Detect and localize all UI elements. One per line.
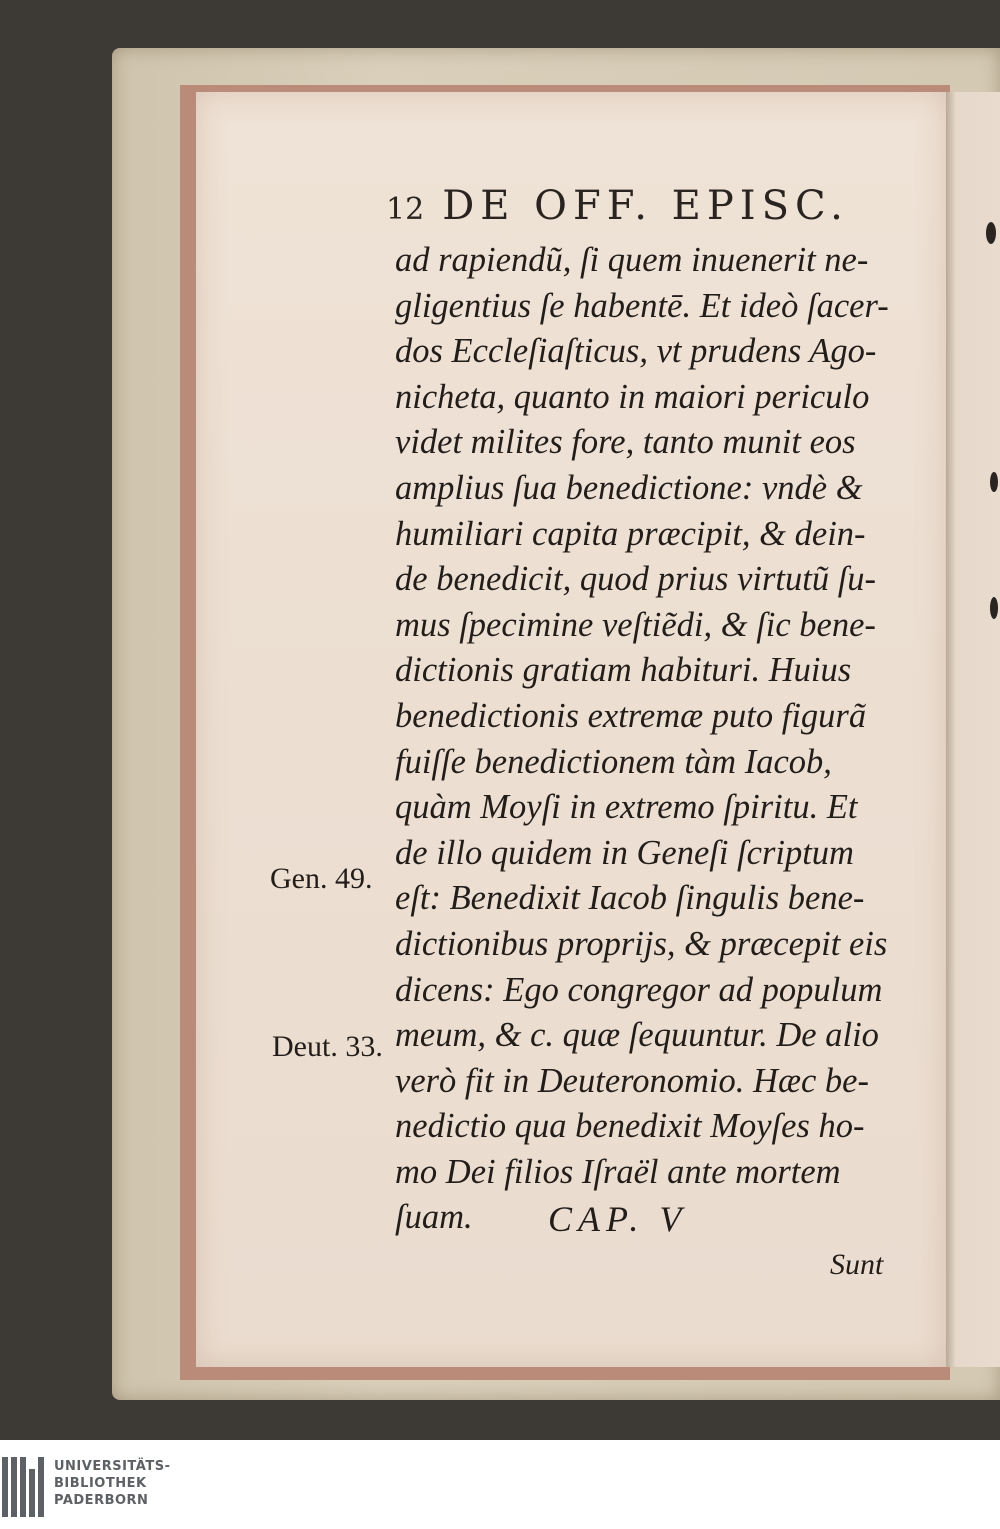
running-title: DE OFF. EPISC. — [442, 183, 849, 229]
body-text — [395, 238, 915, 1241]
facing-page-edge — [946, 92, 1000, 1367]
text-line: mo Dei filios Iſraël ante mortem — [395, 1152, 841, 1191]
text-line: gligentius ſe habentē. Et ideò ſacer- — [395, 286, 889, 325]
text-line: dicens: Ego congregor ad populum — [395, 970, 883, 1009]
text-line: dos Eccleſiaſticus, vt prudens Ago- — [395, 332, 877, 371]
text-line: meum, & c. quæ ſequuntur. De alio — [395, 1016, 879, 1055]
text-line: de illo quidem in Geneſi ſcriptum — [395, 833, 854, 872]
text-line: humiliari capita præcipit, & dein- — [395, 514, 866, 553]
page-number: 12 — [386, 192, 425, 227]
margin-note-genesis: Gen. 49. — [270, 862, 373, 895]
text-line: nicheta, quanto in maiori periculo — [395, 377, 870, 416]
text-line: quàm Moyſi in extremo ſpiritu. Et — [395, 788, 858, 827]
logo-line: UNIVERSITÄTS- — [54, 1459, 171, 1474]
text-line: eſt: Benedixit Iacob ſingulis bene- — [395, 879, 865, 918]
text-line: videt milites fore, tanto munit eos — [395, 423, 856, 462]
text-line: dictionibus proprijs, & præcepit eis — [395, 924, 888, 963]
chapter-heading: CAP. V — [548, 1199, 688, 1239]
library-logo-text — [54, 1458, 170, 1509]
margin-note-deuteronomy: Deut. 33. — [272, 1030, 383, 1063]
text-line: verò fit in Deuteronomio. Hæc be- — [395, 1061, 869, 1100]
text-line: benedictionis extremæ puto figurã — [395, 696, 867, 735]
text-line: amplius ſua benedictione: vndè & — [395, 468, 863, 507]
text-line: fuiſſe benedictionem tàm Iacob, — [395, 742, 832, 781]
catchword: Sunt — [830, 1248, 884, 1281]
facing-page-mark — [990, 597, 998, 619]
logo-line: BIBLIOTHEK — [54, 1476, 147, 1491]
facing-page-mark — [986, 222, 996, 244]
text-line: ſuam. — [395, 1198, 473, 1237]
text-line: mus ſpecimine veſtiẽdi, & ſic bene- — [395, 605, 876, 644]
running-head — [386, 183, 866, 229]
facing-page-mark — [990, 472, 998, 492]
library-logo-icon — [2, 1457, 44, 1517]
text-line: de benedicit, quod prius virtutũ ſu- — [395, 560, 877, 599]
text-line: ad rapiendũ, ſi quem inuenerit ne- — [395, 241, 869, 279]
text-line: dictionis gratiam habituri. Huius — [395, 651, 852, 690]
text-line: nedictio qua benedixit Moyſes ho- — [395, 1107, 865, 1146]
logo-line: PADERBORN — [54, 1493, 149, 1508]
